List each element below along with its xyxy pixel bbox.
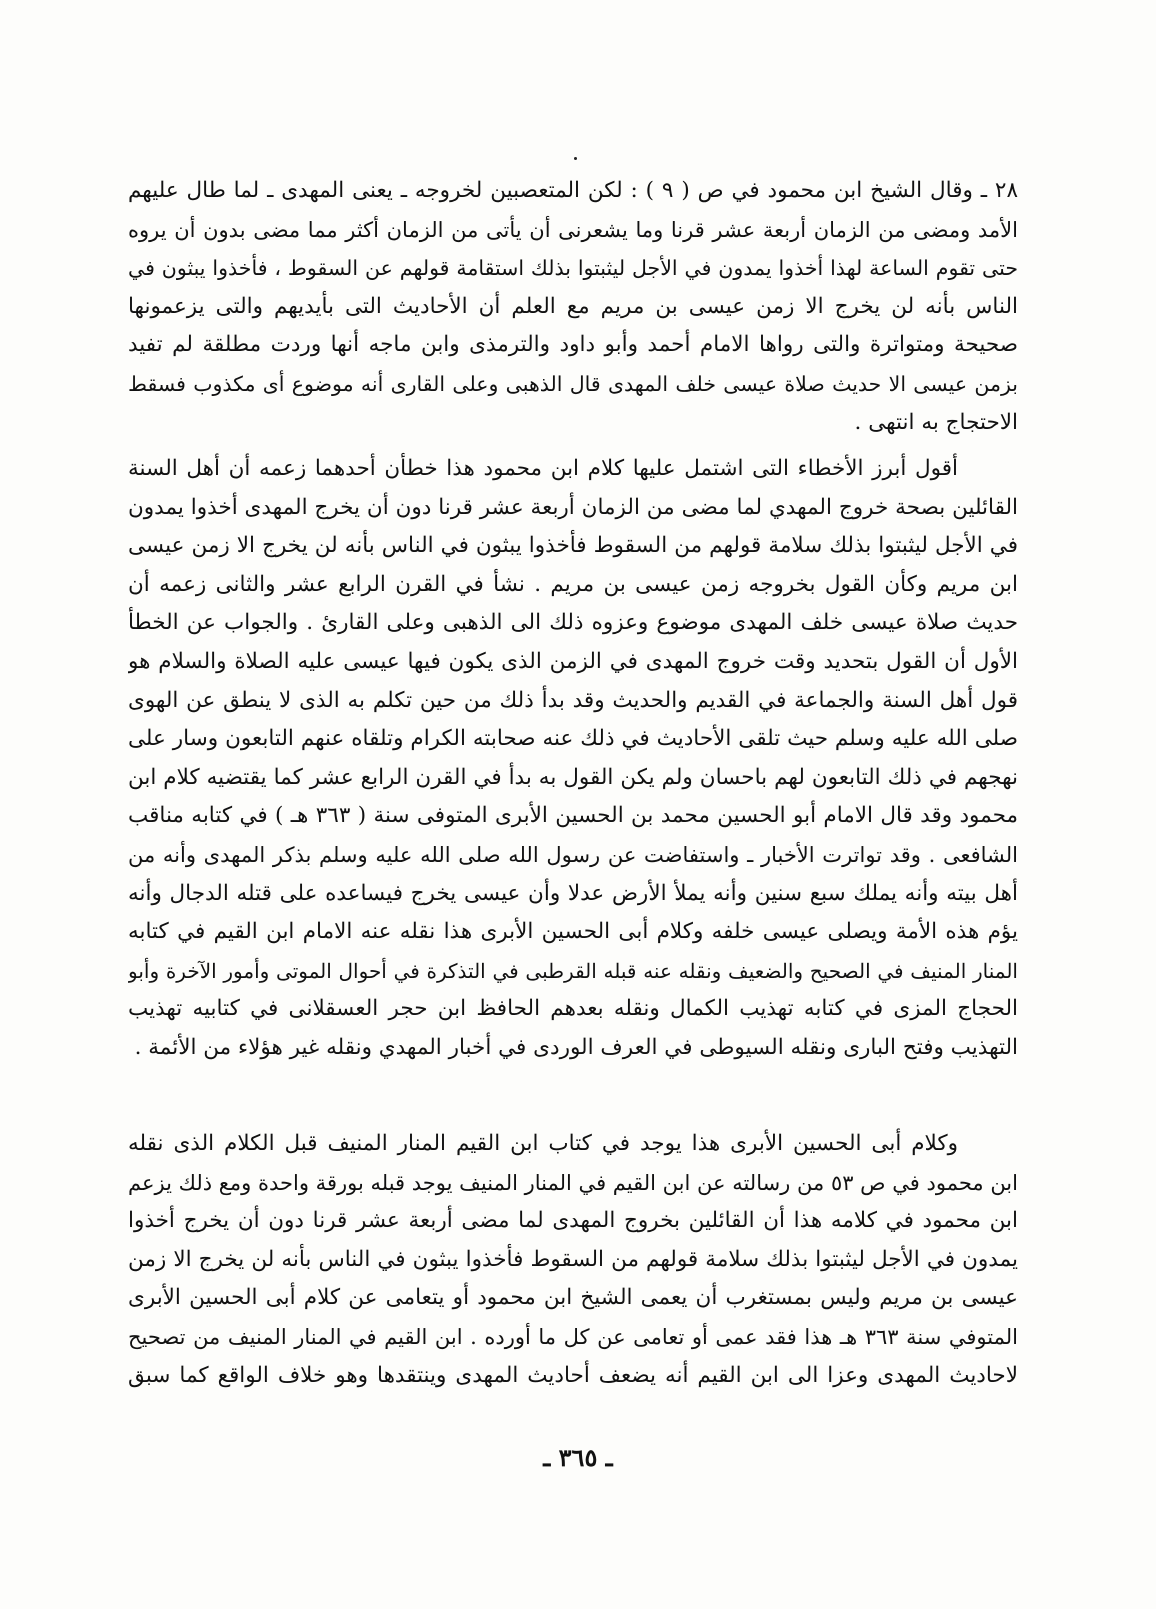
page-number: ـ ٣٦٥ ـ bbox=[543, 1443, 613, 1472]
text-line: ابن مريم وكأن القول بخروجه زمن عيسى بن مريم . نشأ في القرن الرابع عشر والثانى زعمه أن bbox=[128, 571, 1018, 597]
text-line: بزمن عيسى الا حديث صلاة عيسى خلف المهدى قال الذهبى وعلى القارى أنه موضوع أى مكذوب فسقط bbox=[128, 371, 1018, 396]
text-line: صلى الله عليه وسلم حيث تلقى الأحاديث في ذلك عنه صحابته الكرام وتلقاه عنهم التابعون وسار على bbox=[128, 726, 1018, 752]
paragraph-3 bbox=[128, 1125, 1018, 1395]
text-line: محمود وقد قال الامام أبو الحسين محمد بن الحسين الأبرى المتوفى سنة ( ٣٦٣ هـ ) في كتابه مناقب bbox=[128, 803, 1018, 829]
text-line: عيسى بن مريم وليس بمستغرب أن يعمى الشيخ ابن محمود أو يتعامى عن كلام أبى الحسين الأبرى bbox=[128, 1285, 1018, 1311]
text-line: وكلام أبى الحسين الأبرى هذا يوجد في كتاب ابن القيم المنار المنيف قبل الكلام الذى نقله bbox=[128, 1131, 958, 1156]
text-line: الشافعى . وقد تواترت الأخبار ـ واستفاضت عن رسول الله صلى الله عليه وسلم بذكر المهدى وأنه من bbox=[128, 842, 1018, 867]
text-line: لاحاديث المهدى وعزا الى ابن القيم أنه يضعف أحاديث المهدى وينتقدها وهو خلاف الواقع كما سبق bbox=[128, 1362, 1018, 1388]
text-line: الناس بأنه لن يخرج الا زمن عيسى بن مريم مع العلم أن الأحاديث التى بأيديهم والتى يزعمونها bbox=[128, 293, 1018, 319]
text-line: ابن محمود في كلامه هذا أن القائلين بخروج المهدى لما مضى أربعة عشر قرنا دون أن يخرج أخذوا bbox=[128, 1208, 1018, 1234]
ink-dot bbox=[574, 157, 577, 160]
paragraph-1 bbox=[128, 172, 1018, 442]
text-line: أهل بيته وأنه يملك سبع سنين وأنه يملأ الأرض عدلا وأن عيسى يخرج فيساعده على قتله الدجال وأنه bbox=[128, 880, 1018, 906]
text-line: يمدون في الأجل ليثبتوا بذلك سلامة قولهم من السقوط فأخذوا يبثون في الناس بأنه لن يخرج الا زمن bbox=[128, 1246, 1018, 1272]
text-line: ٢٨ ـ وقال الشيخ ابن محمود في ص ( ٩ ) : لكن المتعصبين لخروجه ـ يعنى المهدى ـ لما طال عليهم bbox=[128, 178, 1018, 203]
text-line: صحيحة ومتواترة والتى رواها الامام أحمد وأبو داود والترمذى وابن ماجه أنها وردت مطلقة لم تفيد bbox=[128, 332, 1018, 358]
text-line: نهجهم في ذلك التابعون لهم باحسان ولم يكن القول به بدأ في القرن الرابع عشر كما يقتضيه كلام ابن bbox=[128, 764, 1018, 790]
text-line: حتى تقوم الساعة لهذا أخذوا يمدون في الأجل ليثبتوا بذلك استقامة قولهم عن السقوط ، فأخذوا يبثون في bbox=[128, 256, 1018, 281]
text-line: أقول أبرز الأخطاء التى اشتمل عليها كلام ابن محمود هذا خطأن أحدهما زعمه أن أهل السنة bbox=[128, 456, 958, 481]
text-line: التهذيب وفتح البارى ونقله السيوطى في العرف الوردى في أخبار المهدي ونقله غير هؤلاء من الأئمة . bbox=[134, 1034, 1018, 1060]
text-line: المنار المنيف في الصحيح والضعيف ونقله عنه قبله القرطبى في التذكرة في أحوال الموتى وأمور الآخرة وأبو bbox=[128, 958, 1018, 983]
text-line: القائلين بصحة خروج المهدي لما مضى من الزمان أربعة عشر قرنا دون أن يخرج المهدى أخذوا يمدون bbox=[128, 494, 1018, 520]
text-line: يؤم هذه الأمة ويصلى عيسى خلفه وكلام أبى الحسين الأبرى هذا نقله عنه الامام ابن القيم في كتابه bbox=[128, 919, 1018, 945]
text-line: الاحتجاج به انتهى . bbox=[854, 409, 1018, 435]
text-line: الأمد ومضى من الزمان أربعة عشر قرنا وما يشعرنى أن يأتى من الزمان أكثر مما مضى بدون أن يروه bbox=[128, 217, 1018, 242]
text-line: المتوفي سنة ٣٦٣ هـ هذا فقد عمى أو تعامى عن كل ما أورده . ابن القيم في المنار المنيف من تصحيح bbox=[128, 1324, 1018, 1349]
text-line: الحجاج المزى في كتابه تهذيب الكمال ونقله بعدهم الحافظ ابن حجر العسقلانى في كتابيه تهذيب bbox=[128, 996, 1018, 1022]
text-line: الأول أن القول بتحديد وقت خروج المهدى في الزمن الذى يكون فيها عيسى عليه الصلاة والسلام هو bbox=[128, 648, 1018, 674]
text-line: ابن محمود في ص ٥٣ من رسالته عن ابن القيم في المنار المنيف يوجد قبله بورقة واحدة ومع ذلك يزعم bbox=[128, 1170, 1018, 1195]
text-line: في الأجل ليثبتوا بذلك سلامة قولهم من السقوط فأخذوا يبثون في الناس بأنه لن يخرج الا زمن عيسى bbox=[128, 533, 1018, 559]
paragraph-2 bbox=[128, 450, 1018, 1068]
text-line: حديث صلاة عيسى خلف المهدى موضوع وعزوه ذلك الى الذهبى وعلى القارئ . والجواب عن الخطأ bbox=[128, 610, 1018, 636]
text-line: قول أهل السنة والجماعة في القديم والحديث وقد بدأ ذلك من حين تكلم به الذى لا ينطق عن الهوى bbox=[128, 687, 1018, 713]
